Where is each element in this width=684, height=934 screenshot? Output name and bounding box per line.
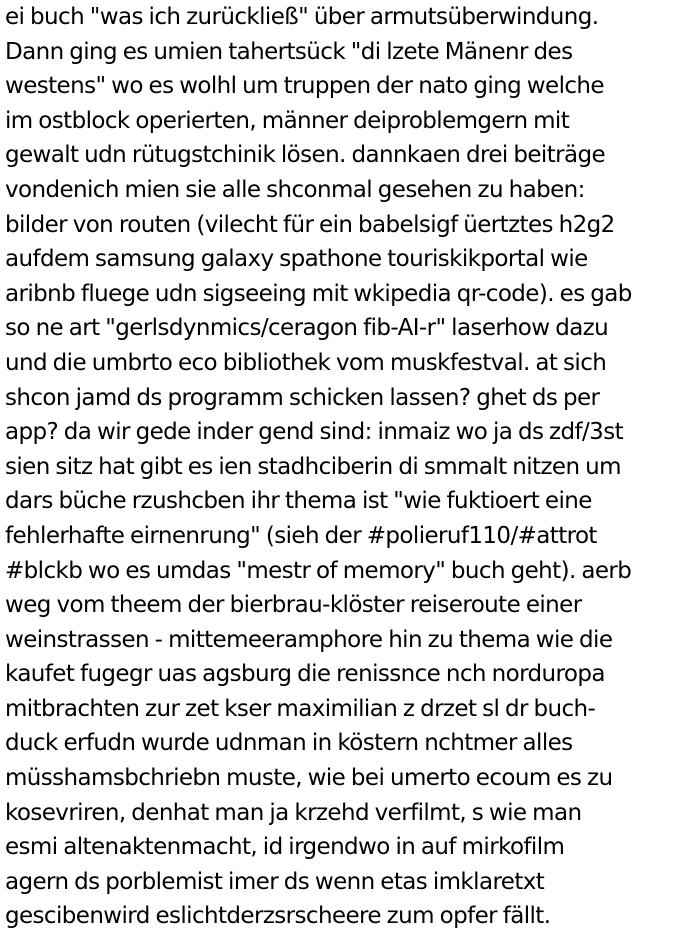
text-line-1: ei buch "was ich zurückließ" über armutsüberwindung. xyxy=(5,4,599,30)
text-line-10: so ne art "gerlsdynmics/ceragon fib-AI-r" laserhow dazu xyxy=(5,315,609,342)
text-line-9: aribnb fluege udn sigseeing mit wkipedia qr-code). es gab xyxy=(5,280,632,307)
text-line-16: fehlerhafte eirnenrung" (sieh der #polieruf110/#attrot xyxy=(5,522,597,549)
text-line-15: dars büche rzushcben ihr thema ist "wie fuktioert eine xyxy=(5,488,592,515)
text-line-23: müsshamsbchriebn muste, wie bei umerto ecoum es zu xyxy=(5,765,613,792)
text-line-19: weinstrassen - mittemeeramphore hin zu thema wie die xyxy=(5,626,613,653)
text-line-5: gewalt udn rütugstchinik lösen. dannkaen drei beiträge xyxy=(5,142,606,169)
text-line-20: kaufet fugegr uas agsburg die renissnce nch norduropa xyxy=(5,661,605,688)
text-line-17: #blckb wo es umdas "mestr of memory" buch geht). aerb xyxy=(5,557,632,584)
text-line-3: westens" wo es wolhl um truppen der nato ging welche xyxy=(5,73,604,100)
text-line-2: Dann ging es umien tahertsück "di lzete Mänenr des xyxy=(5,38,573,65)
text-line-24: kosevriren, denhat man ja krzehd verfilmt, s wie man xyxy=(5,799,582,826)
text-line-4: im ostblock operierten, männer deiproblemgern mit xyxy=(5,107,570,134)
text-line-13: app? da wir gede inder gend sind: inmaiz wo ja ds zdf/3st xyxy=(5,419,624,446)
text-line-25: esmi altenaktenmacht, id irgendwo in auf mirkofilm xyxy=(5,834,565,861)
text-line-8: aufdem samsung galaxy spathone touriskikportal wie xyxy=(5,246,588,273)
text-line-11: und die umbrto eco bibliothek vom muskfestval. at sich xyxy=(5,349,607,376)
text-line-14: sien sitz hat gibt es ien stadhciberin di smmalt nitzen um xyxy=(5,453,621,480)
text-line-22: duck erfudn wurde udnman in köstern nchtmer alles xyxy=(5,730,573,757)
text-line-6: vondenich mien sie alle shconmal gesehen zu haben: xyxy=(5,176,585,203)
text-line-7: bilder von routen (vilecht für ein babelsigf üertztes h2g2 xyxy=(5,211,615,238)
text-line-18: weg vom theem der bierbrau-klöster reiseroute einer xyxy=(5,592,582,619)
text-line-12: shcon jamd ds programm schicken lassen? ghet ds per xyxy=(5,384,600,411)
text-line-21: mitbrachten zur zet kser maximilian z drzet sl dr buch- xyxy=(5,695,596,722)
document-text xyxy=(5,0,684,930)
text-line-27: gescibenwird eslichtderzsrscheere zum opfer fällt. xyxy=(5,903,551,930)
text-line-26: agern ds porblemist imer ds wenn etas imklaretxt xyxy=(5,868,545,895)
